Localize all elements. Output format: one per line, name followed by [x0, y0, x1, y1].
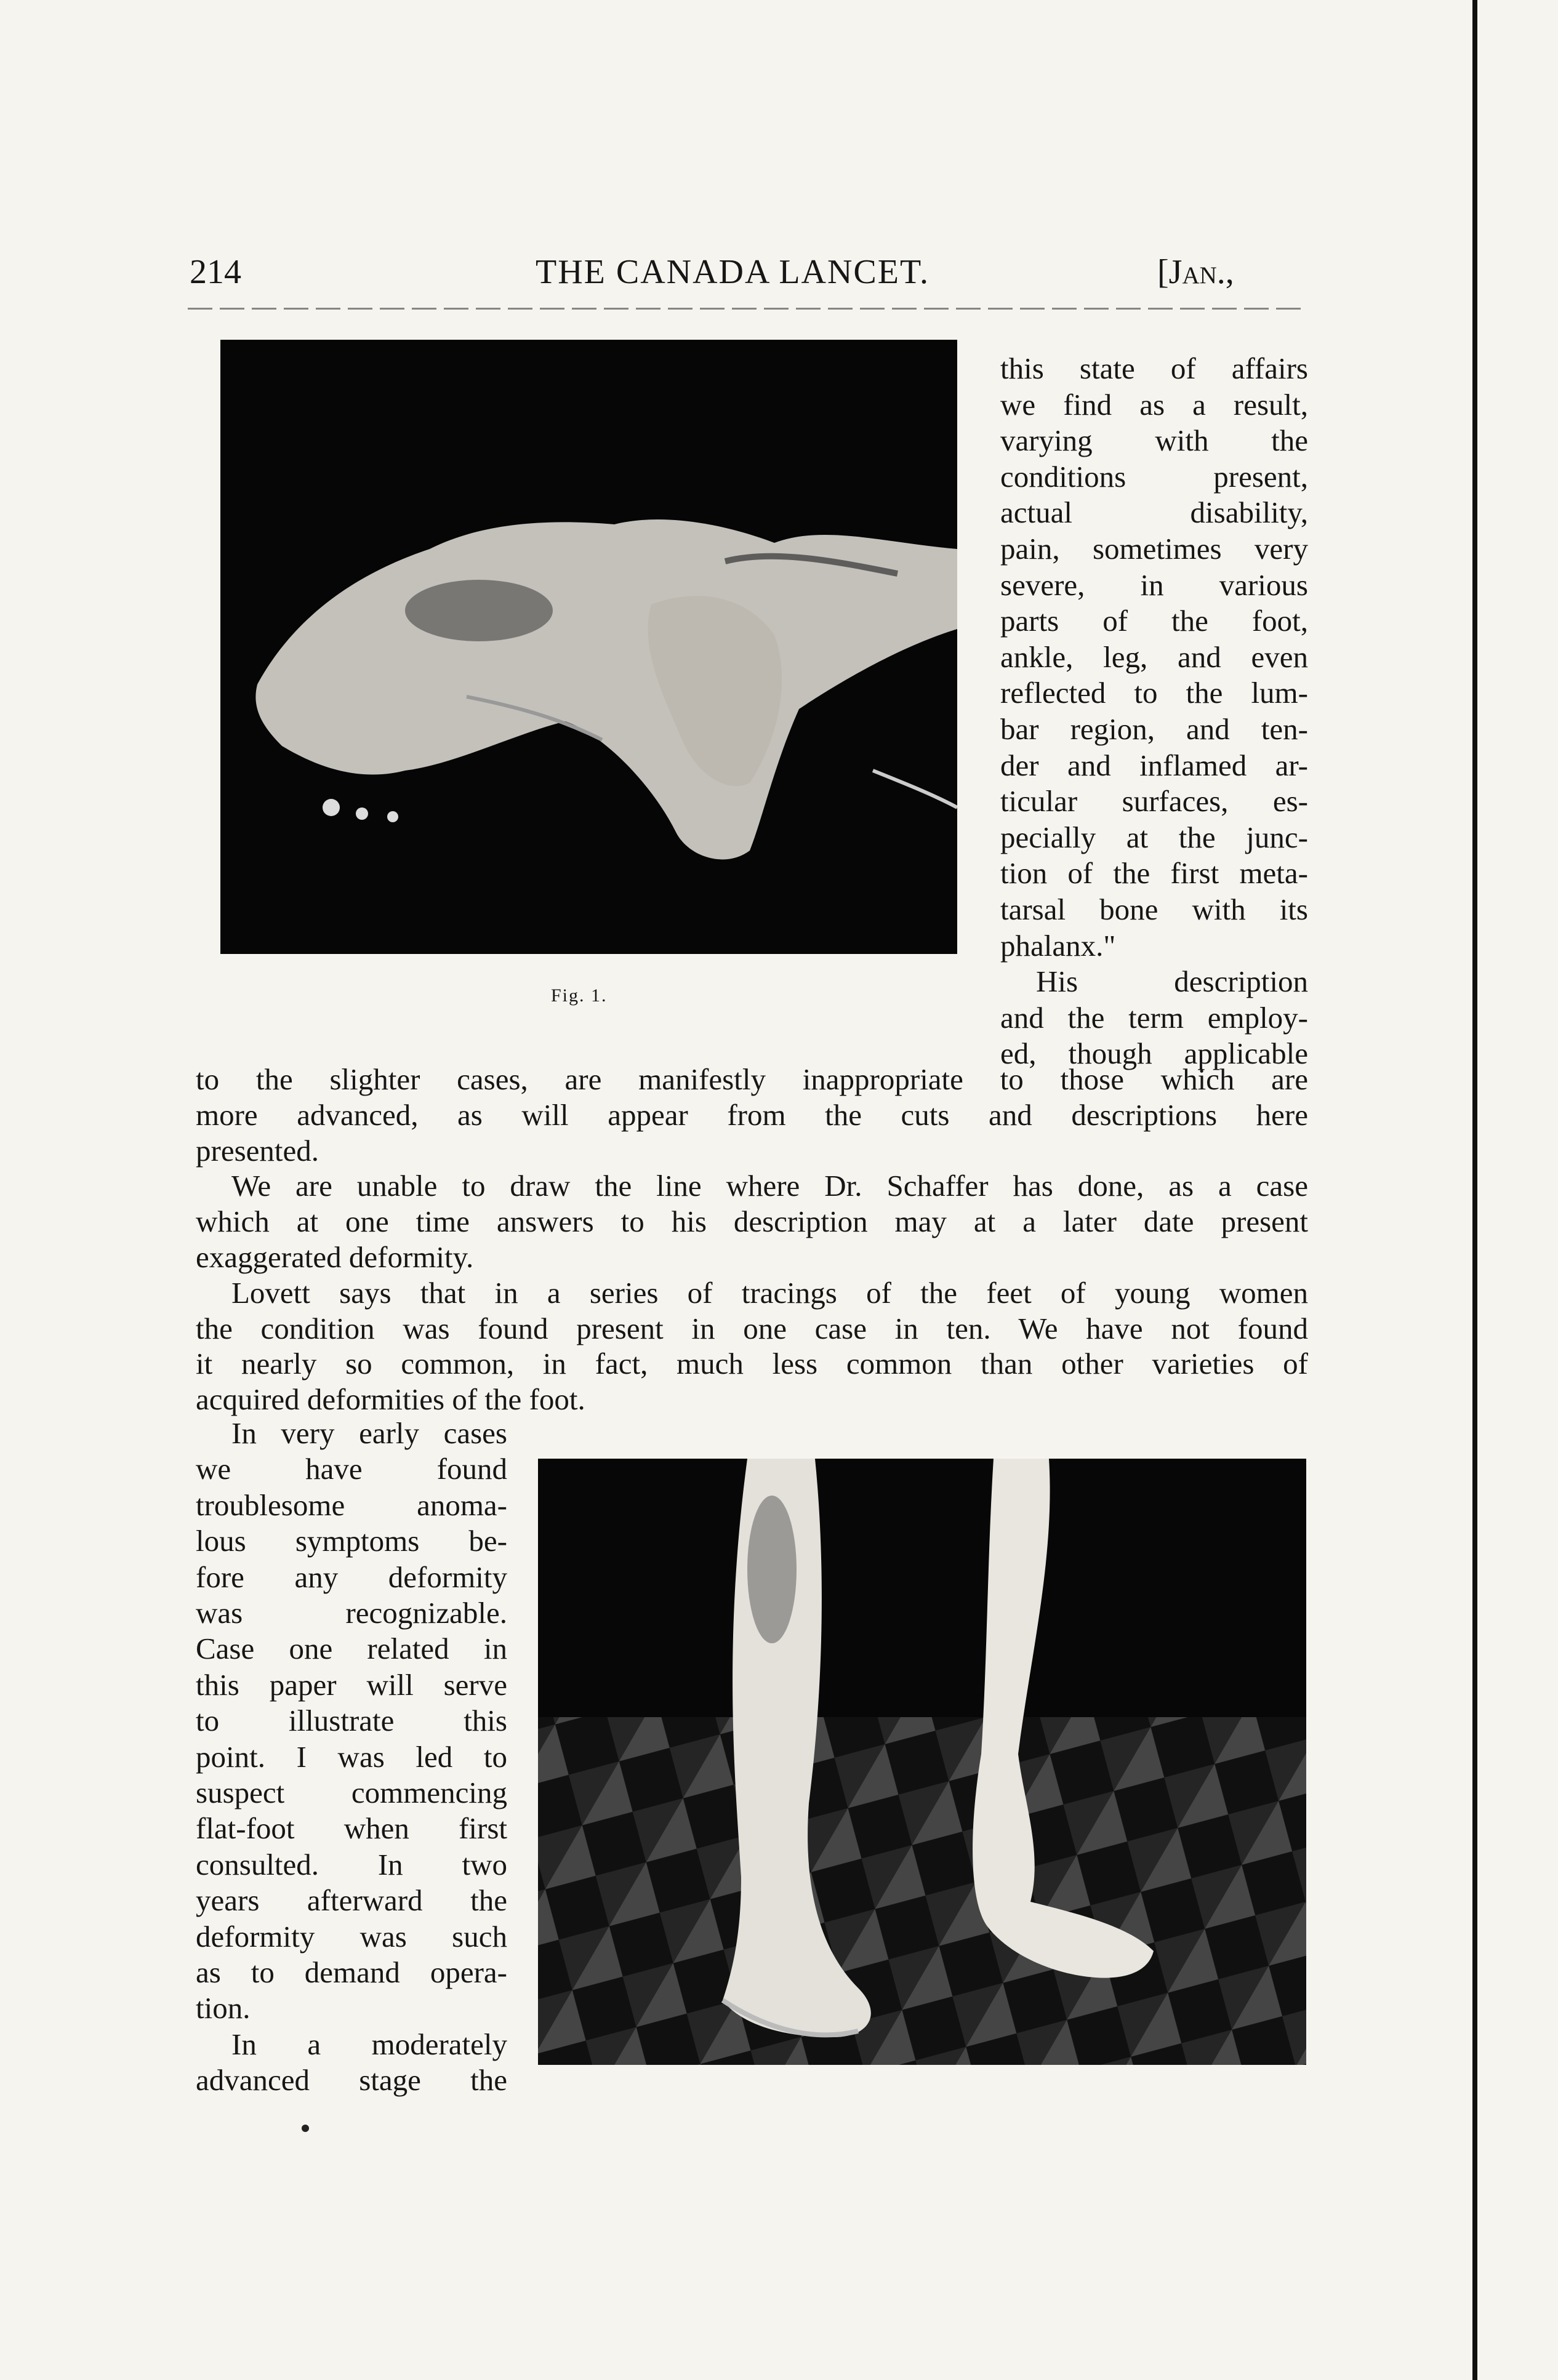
text-line: In a moderately: [231, 2027, 507, 2061]
text-line: We are unable to draw the line where Dr. Schaffer has done, as a case: [231, 1169, 1308, 1203]
figure-1-caption: Fig. 1.: [551, 985, 608, 1006]
text-line: Lovett says that in a series of tracings of the feet of young women: [231, 1275, 1308, 1310]
text-line: advanced stage the: [196, 2063, 507, 2098]
text-line: ticular surfaces, es-: [1000, 784, 1308, 819]
text-line: bar region, and ten-: [1000, 712, 1308, 746]
text-line: to illustrate this: [196, 1704, 507, 1738]
figure-1-foot-photo: [220, 340, 957, 954]
text-line: parts of the foot,: [1000, 604, 1308, 638]
ink-mark: [302, 2125, 309, 2132]
page-edge: [1472, 0, 1477, 2380]
page-number: 214: [190, 253, 241, 291]
text-line: flat-foot when first: [196, 1811, 507, 1846]
text-line: varying with the: [1000, 423, 1308, 458]
text-line: In very early cases: [231, 1416, 507, 1450]
text-line: we have found: [196, 1452, 507, 1486]
text-line: as to demand opera-: [196, 1955, 507, 1989]
text-line: His description: [1036, 964, 1308, 999]
figure-1-image: [220, 340, 957, 954]
text-line: pecially at the junc-: [1000, 820, 1308, 854]
text-line: this state of affairs: [1000, 351, 1308, 385]
figure-2-image: [538, 1459, 1306, 2065]
text-line: Case one related in: [196, 1632, 507, 1666]
text-line: was recognizable.: [196, 1596, 507, 1630]
text-line: consulted. In two: [196, 1847, 507, 1881]
text-line: der and inflamed ar-: [1000, 748, 1308, 782]
text-line: it nearly so common, in fact, much less common than other varieties of: [196, 1347, 1308, 1381]
text-line: reflected to the lum-: [1000, 676, 1308, 710]
text-line: suspect commencing: [196, 1776, 507, 1809]
text-line: fore any deformity: [196, 1560, 507, 1594]
text-line: years afterward the: [196, 1883, 507, 1918]
text-line: exaggerated deformity.: [196, 1240, 474, 1274]
header-rule: [188, 308, 1305, 310]
text-line: ankle, leg, and even: [1000, 639, 1308, 674]
text-line: to the slighter cases, are manifestly inappropriate to those which are: [196, 1062, 1308, 1096]
text-line: point. I was led to: [196, 1739, 507, 1774]
running-date: [Jan.,: [1157, 253, 1234, 291]
text-line: the condition was found present in one case in ten. We have not found: [196, 1311, 1308, 1345]
text-line: tarsal bone with its: [1000, 892, 1308, 926]
text-line: lous symptoms be-: [196, 1524, 507, 1558]
text-line: acquired deformities of the foot.: [196, 1382, 585, 1417]
text-line: and the term employ-: [1000, 1000, 1308, 1035]
text-line: severe, in various: [1000, 567, 1308, 602]
text-line: ed, though applicable: [1000, 1036, 1308, 1071]
text-line: presented.: [196, 1133, 319, 1168]
text-line: more advanced, as will appear from the cuts and descriptions here: [196, 1097, 1308, 1132]
text-line: we find as a result,: [1000, 387, 1308, 422]
text-line: this paper will serve: [196, 1667, 507, 1702]
figure-2-legs-photo: [538, 1459, 1306, 2065]
running-title: THE CANADA LANCET.: [536, 253, 930, 291]
text-line: phalanx.": [1000, 928, 1116, 963]
text-line: tion of the first meta-: [1000, 856, 1308, 891]
text-line: pain, sometimes very: [1000, 532, 1308, 566]
text-line: deformity was such: [196, 1919, 507, 1953]
text-line: conditions present,: [1000, 459, 1308, 494]
text-line: actual disability,: [1000, 495, 1308, 530]
text-line: which at one time answers to his description may at a later date present: [196, 1204, 1308, 1239]
text-line: tion.: [196, 1991, 251, 2025]
text-line: troublesome anoma-: [196, 1488, 507, 1522]
